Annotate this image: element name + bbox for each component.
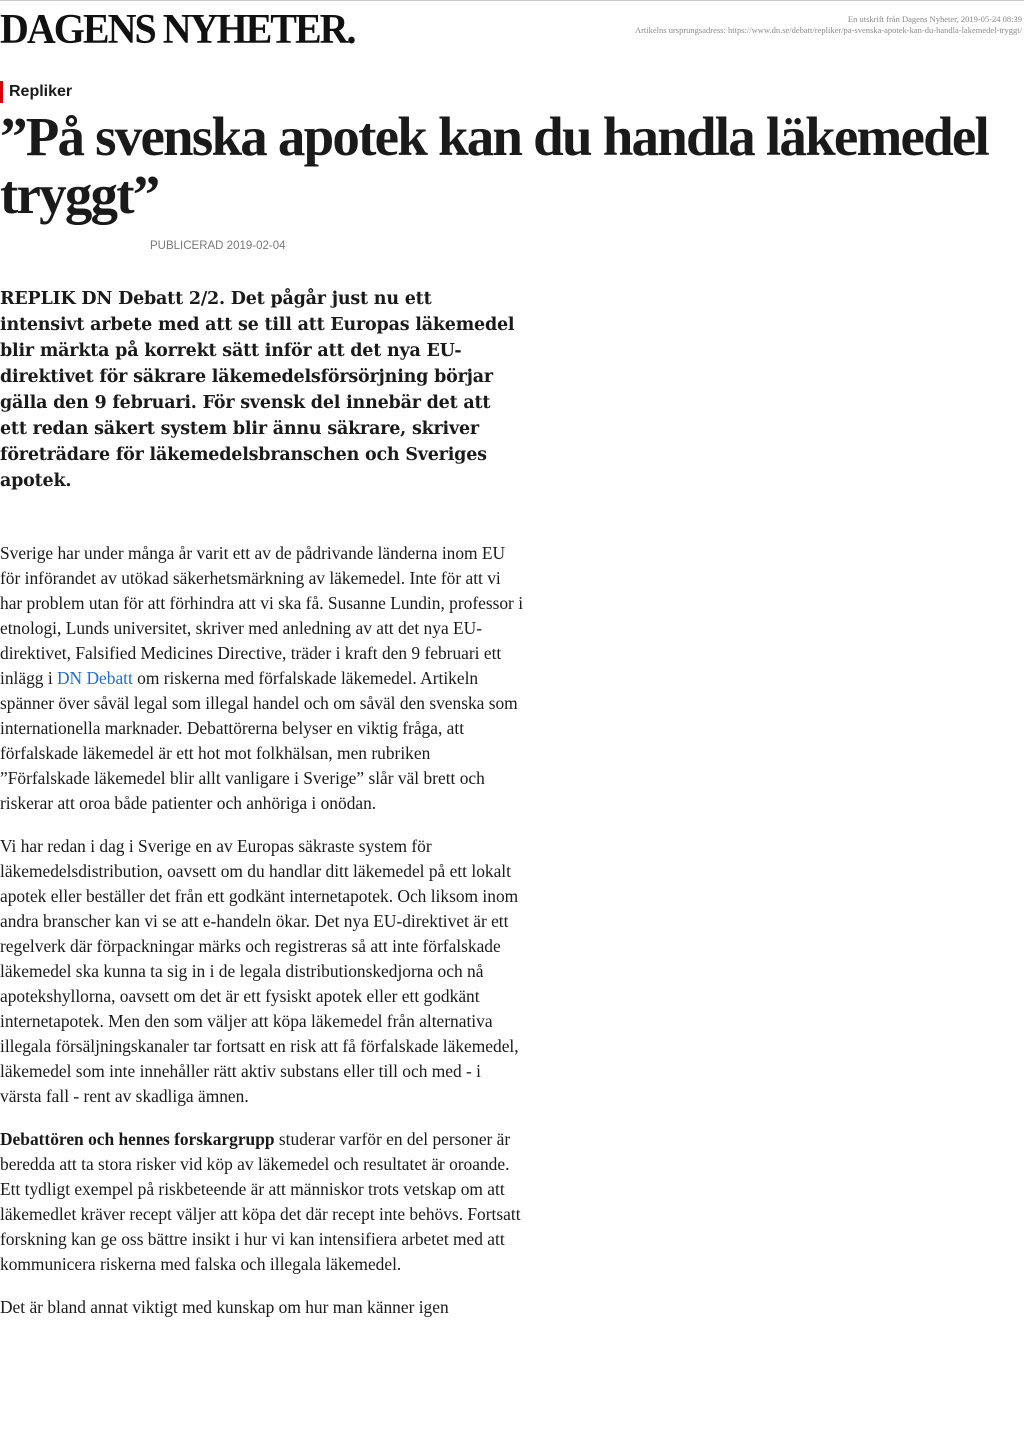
masthead-logo[interactable]: DAGENS NYHETER.	[0, 4, 355, 53]
print-metadata	[635, 14, 1022, 36]
article-headline: ”På svenska apotek kan du handla läkemedel tryggt”	[0, 106, 988, 225]
body-paragraph-4: Det är bland annat viktigt med kunskap om hur man känner igen	[0, 1297, 449, 1317]
dn-debatt-link[interactable]: DN Debatt	[57, 668, 133, 688]
paragraph-text: Sverige har under många år varit ett av de pådrivande länderna inom EU för införandet av utökad säkerhetsmärkning av läkemedel. Inte för att vi har problem utan för att förhindra att vi ska få. Susanne Lundin, professor i etnologi, Lunds universitet, skriver med anledning av att det nya EU-direktivet, Falsified Medicines Directive, träder i kraft den 9 februari ett inlägg i	[0, 543, 524, 688]
top-divider	[0, 0, 1024, 1]
article-lead: REPLIK DN Debatt 2/2. Det pågår just nu ett intensivt arbete med att se till att Europas läkemedel blir märkta på korrekt sätt inför att det nya EU-direktivet för säkrare läkemedelsförsörjning börjar gälla den 9 februari. För svensk del innebär det att ett redan säkert system blir ännu säkrare, skriver företrädare för läkemedelsbranschen och Sveriges apotek.	[0, 289, 515, 491]
body-paragraph-3	[0, 1127, 524, 1277]
paragraph-bold-lead: Debattören och hennes forskargrupp	[0, 1129, 275, 1149]
article-body	[0, 541, 524, 1338]
source-url: Artikelns ursprungsadress: https://www.dn.se/debatt/repliker/pa-svenska-apotek-kan-du-handla-lakemedel-tryggt/	[634, 25, 1022, 35]
body-paragraph-1	[0, 541, 524, 816]
paragraph-text: studerar varför en del personer är beredda att ta stora risker vid köp av läkemedel och resultatet är oroande. Ett tydligt exempel på riskbeteende är att människor trots vetskap om att läkemedlet kräver recept väljer att köpa det där recept inte behövs. Fortsatt forskning kan ge oss bättre insikt i hur vi kan intensifiera arbetet med att kommunicera riskerna med falska och illegala läkemedel.	[0, 1129, 521, 1274]
paragraph-text: om riskerna med förfalskade läkemedel. Artikeln spänner över såväl legal som illegal handel och om såväl den svenska som internationella marknader. Debattörerna belyser en viktig fråga, att förfalskade läkemedel är ett hot mot folkhälsan, men rubriken ”Förfalskade läkemedel blir allt vanligare i Sverige” slår väl brett och riskerar att oroa både patienter och anhöriga i onödan.	[0, 668, 518, 813]
publish-date: PUBLICERAD 2019-02-04	[150, 240, 286, 252]
body-paragraph-2: Vi har redan i dag i Sverige en av Europas säkraste system för läkemedelsdistribution, oavsett om du handlar ditt läkemedel på ett lokalt apotek eller beställer det från ett godkänt internetapotek. Och liksom inom andra branscher kan vi se att e-handeln ökar. Det nya EU-direktivet är ett regelverk där förpackningar märks och registreras så att inte förfalskade läkemedel ska kunna ta sig in i de legala distributionskedjorna och nå apotekshyllorna, oavsett om det är ett fysiskt apotek eller ett godkänt internetapotek. Men den som väljer att köpa läkemedel från alternativa illegala försäljningskanaler tar fortsatt en risk att få förfalskade läkemedel, läkemedel som inte innehåller rätt aktiv substans eller till och med - i värsta fall - rent av skadliga ämnen.	[0, 836, 519, 1106]
print-timestamp: En utskrift från Dagens Nyheter, 2019-05-24 08:39	[847, 14, 1022, 24]
section-label[interactable]: Repliker	[0, 81, 72, 103]
